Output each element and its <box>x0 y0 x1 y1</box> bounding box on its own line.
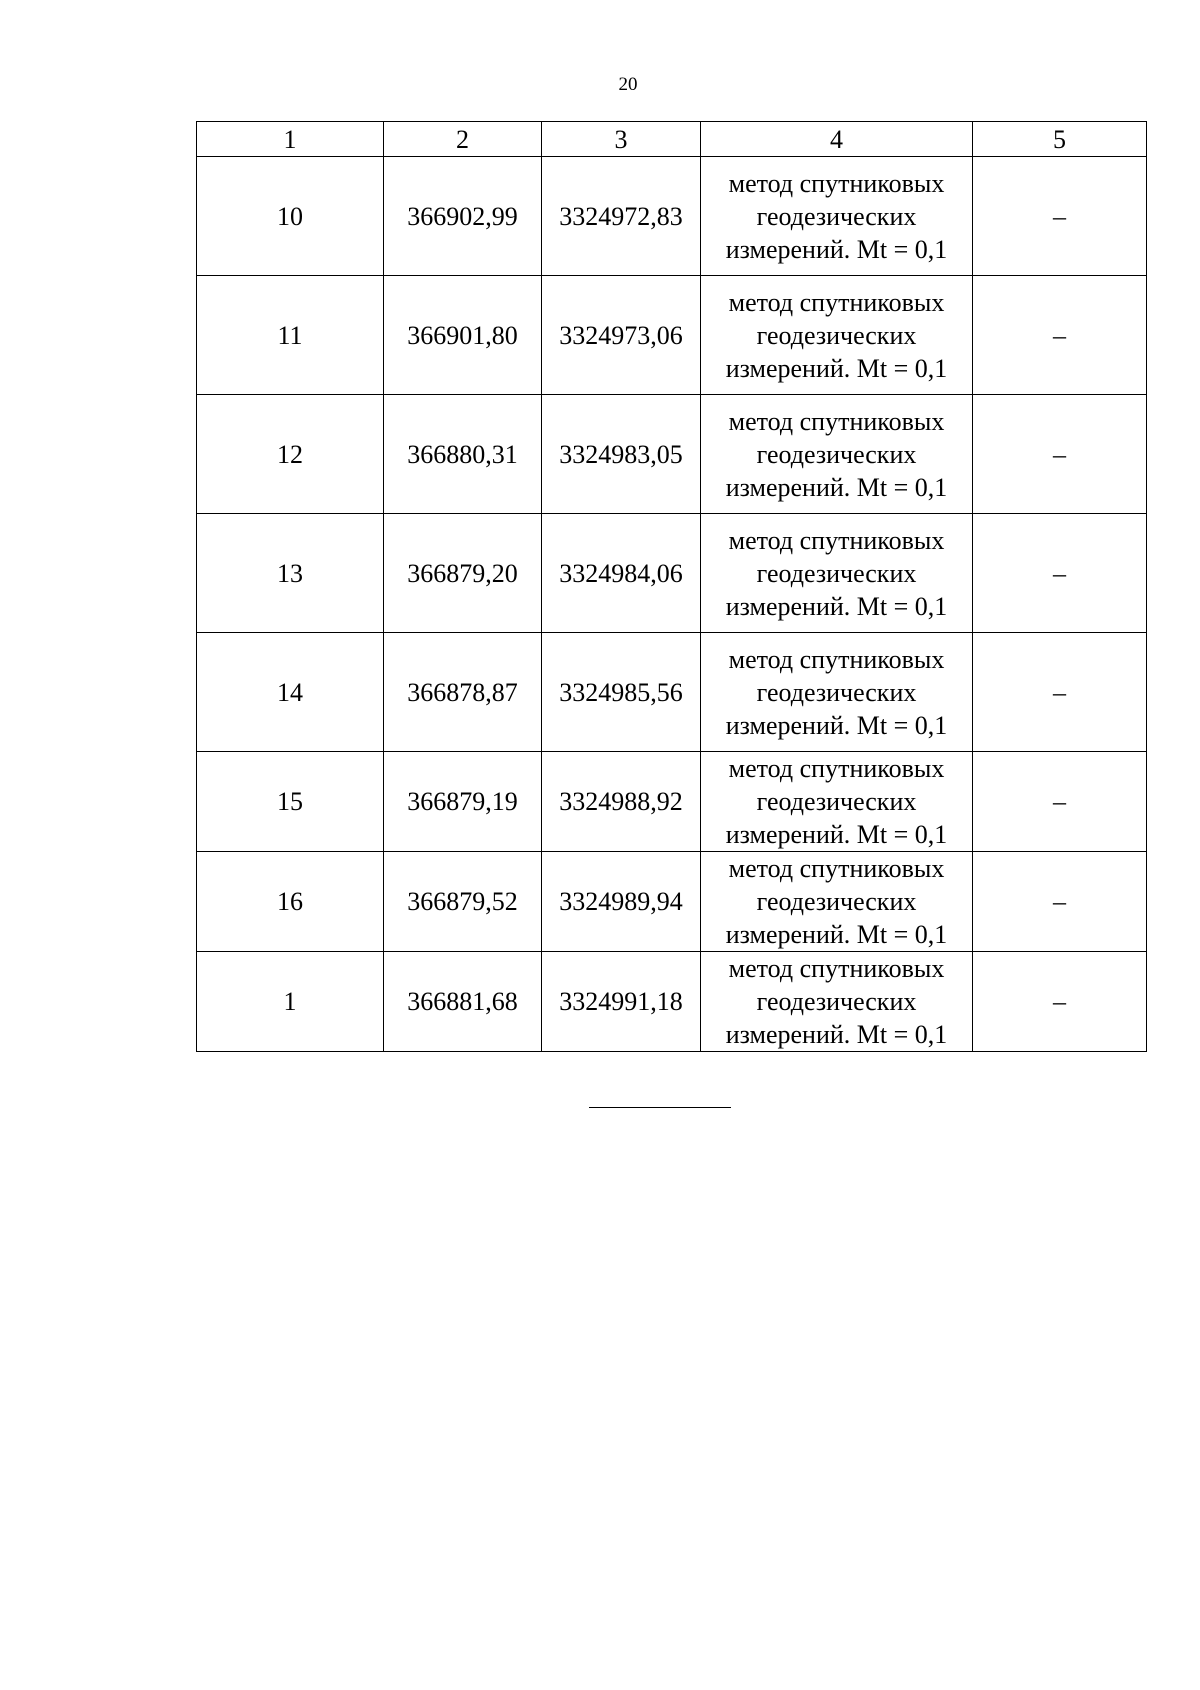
note-cell: – <box>973 514 1147 633</box>
table-row <box>197 752 1147 852</box>
table-row <box>197 952 1147 1052</box>
y-coordinate: 3324983,05 <box>542 395 701 514</box>
method-line: измерений. Mt = 0,1 <box>725 710 948 740</box>
y-coordinate: 3324972,83 <box>542 157 701 276</box>
point-number: 10 <box>197 157 384 276</box>
method-line: измерений. Mt = 0,1 <box>725 234 948 264</box>
method-description <box>701 752 973 852</box>
column-header: 4 <box>701 122 973 157</box>
method-line: измерений. Mt = 0,1 <box>725 353 948 383</box>
table-row <box>197 395 1147 514</box>
table-row <box>197 633 1147 752</box>
note-cell: – <box>973 276 1147 395</box>
point-number: 12 <box>197 395 384 514</box>
method-description <box>701 276 973 395</box>
method-line: измерений. Mt = 0,1 <box>725 1020 948 1049</box>
method-line: геодезических <box>756 677 917 707</box>
note-cell: – <box>973 157 1147 276</box>
method-line: измерений. Mt = 0,1 <box>725 591 948 621</box>
y-coordinate: 3324991,18 <box>542 952 701 1052</box>
table-header-row <box>197 122 1147 157</box>
x-coordinate: 366879,20 <box>384 514 542 633</box>
method-line: метод спутниковых <box>728 854 945 883</box>
table-row <box>197 514 1147 633</box>
note-cell: – <box>973 752 1147 852</box>
x-coordinate: 366880,31 <box>384 395 542 514</box>
point-number: 14 <box>197 633 384 752</box>
page-number: 20 <box>618 74 638 95</box>
method-line: геодезических <box>756 787 917 816</box>
table-row <box>197 852 1147 952</box>
method-line: метод спутниковых <box>728 754 945 783</box>
point-number: 11 <box>197 276 384 395</box>
coordinates-table <box>196 121 1147 1052</box>
method-description <box>701 395 973 514</box>
method-line: измерений. Mt = 0,1 <box>725 920 948 949</box>
method-line: метод спутниковых <box>728 168 945 198</box>
method-description <box>701 514 973 633</box>
method-line: геодезических <box>756 320 917 350</box>
method-line: метод спутниковых <box>728 644 945 674</box>
method-line: геодезических <box>756 439 917 469</box>
method-line: метод спутниковых <box>728 954 945 983</box>
y-coordinate: 3324988,92 <box>542 752 701 852</box>
method-line: измерений. Mt = 0,1 <box>725 820 948 849</box>
point-number: 1 <box>197 952 384 1052</box>
x-coordinate: 366901,80 <box>384 276 542 395</box>
table-row <box>197 276 1147 395</box>
note-cell: – <box>973 633 1147 752</box>
method-line: метод спутниковых <box>728 287 945 317</box>
column-header: 1 <box>197 122 384 157</box>
method-line: геодезических <box>756 887 917 916</box>
x-coordinate: 366878,87 <box>384 633 542 752</box>
point-number: 15 <box>197 752 384 852</box>
method-line: геодезических <box>756 987 917 1016</box>
method-description <box>701 157 973 276</box>
method-description <box>701 952 973 1052</box>
column-header: 3 <box>542 122 701 157</box>
column-header: 2 <box>384 122 542 157</box>
method-description <box>701 852 973 952</box>
end-rule-divider <box>589 1107 731 1108</box>
x-coordinate: 366881,68 <box>384 952 542 1052</box>
x-coordinate: 366902,99 <box>384 157 542 276</box>
note-cell: – <box>973 395 1147 514</box>
point-number: 13 <box>197 514 384 633</box>
x-coordinate: 366879,52 <box>384 852 542 952</box>
x-coordinate: 366879,19 <box>384 752 542 852</box>
note-cell: – <box>973 852 1147 952</box>
point-number: 16 <box>197 852 384 952</box>
y-coordinate: 3324985,56 <box>542 633 701 752</box>
method-line: метод спутниковых <box>728 406 945 436</box>
method-line: геодезических <box>756 558 917 588</box>
method-line: измерений. Mt = 0,1 <box>725 472 948 502</box>
table-row <box>197 157 1147 276</box>
y-coordinate: 3324984,06 <box>542 514 701 633</box>
method-line: геодезических <box>756 201 917 231</box>
method-description <box>701 633 973 752</box>
note-cell: – <box>973 952 1147 1052</box>
method-line: метод спутниковых <box>728 525 945 555</box>
column-header: 5 <box>973 122 1147 157</box>
y-coordinate: 3324973,06 <box>542 276 701 395</box>
y-coordinate: 3324989,94 <box>542 852 701 952</box>
